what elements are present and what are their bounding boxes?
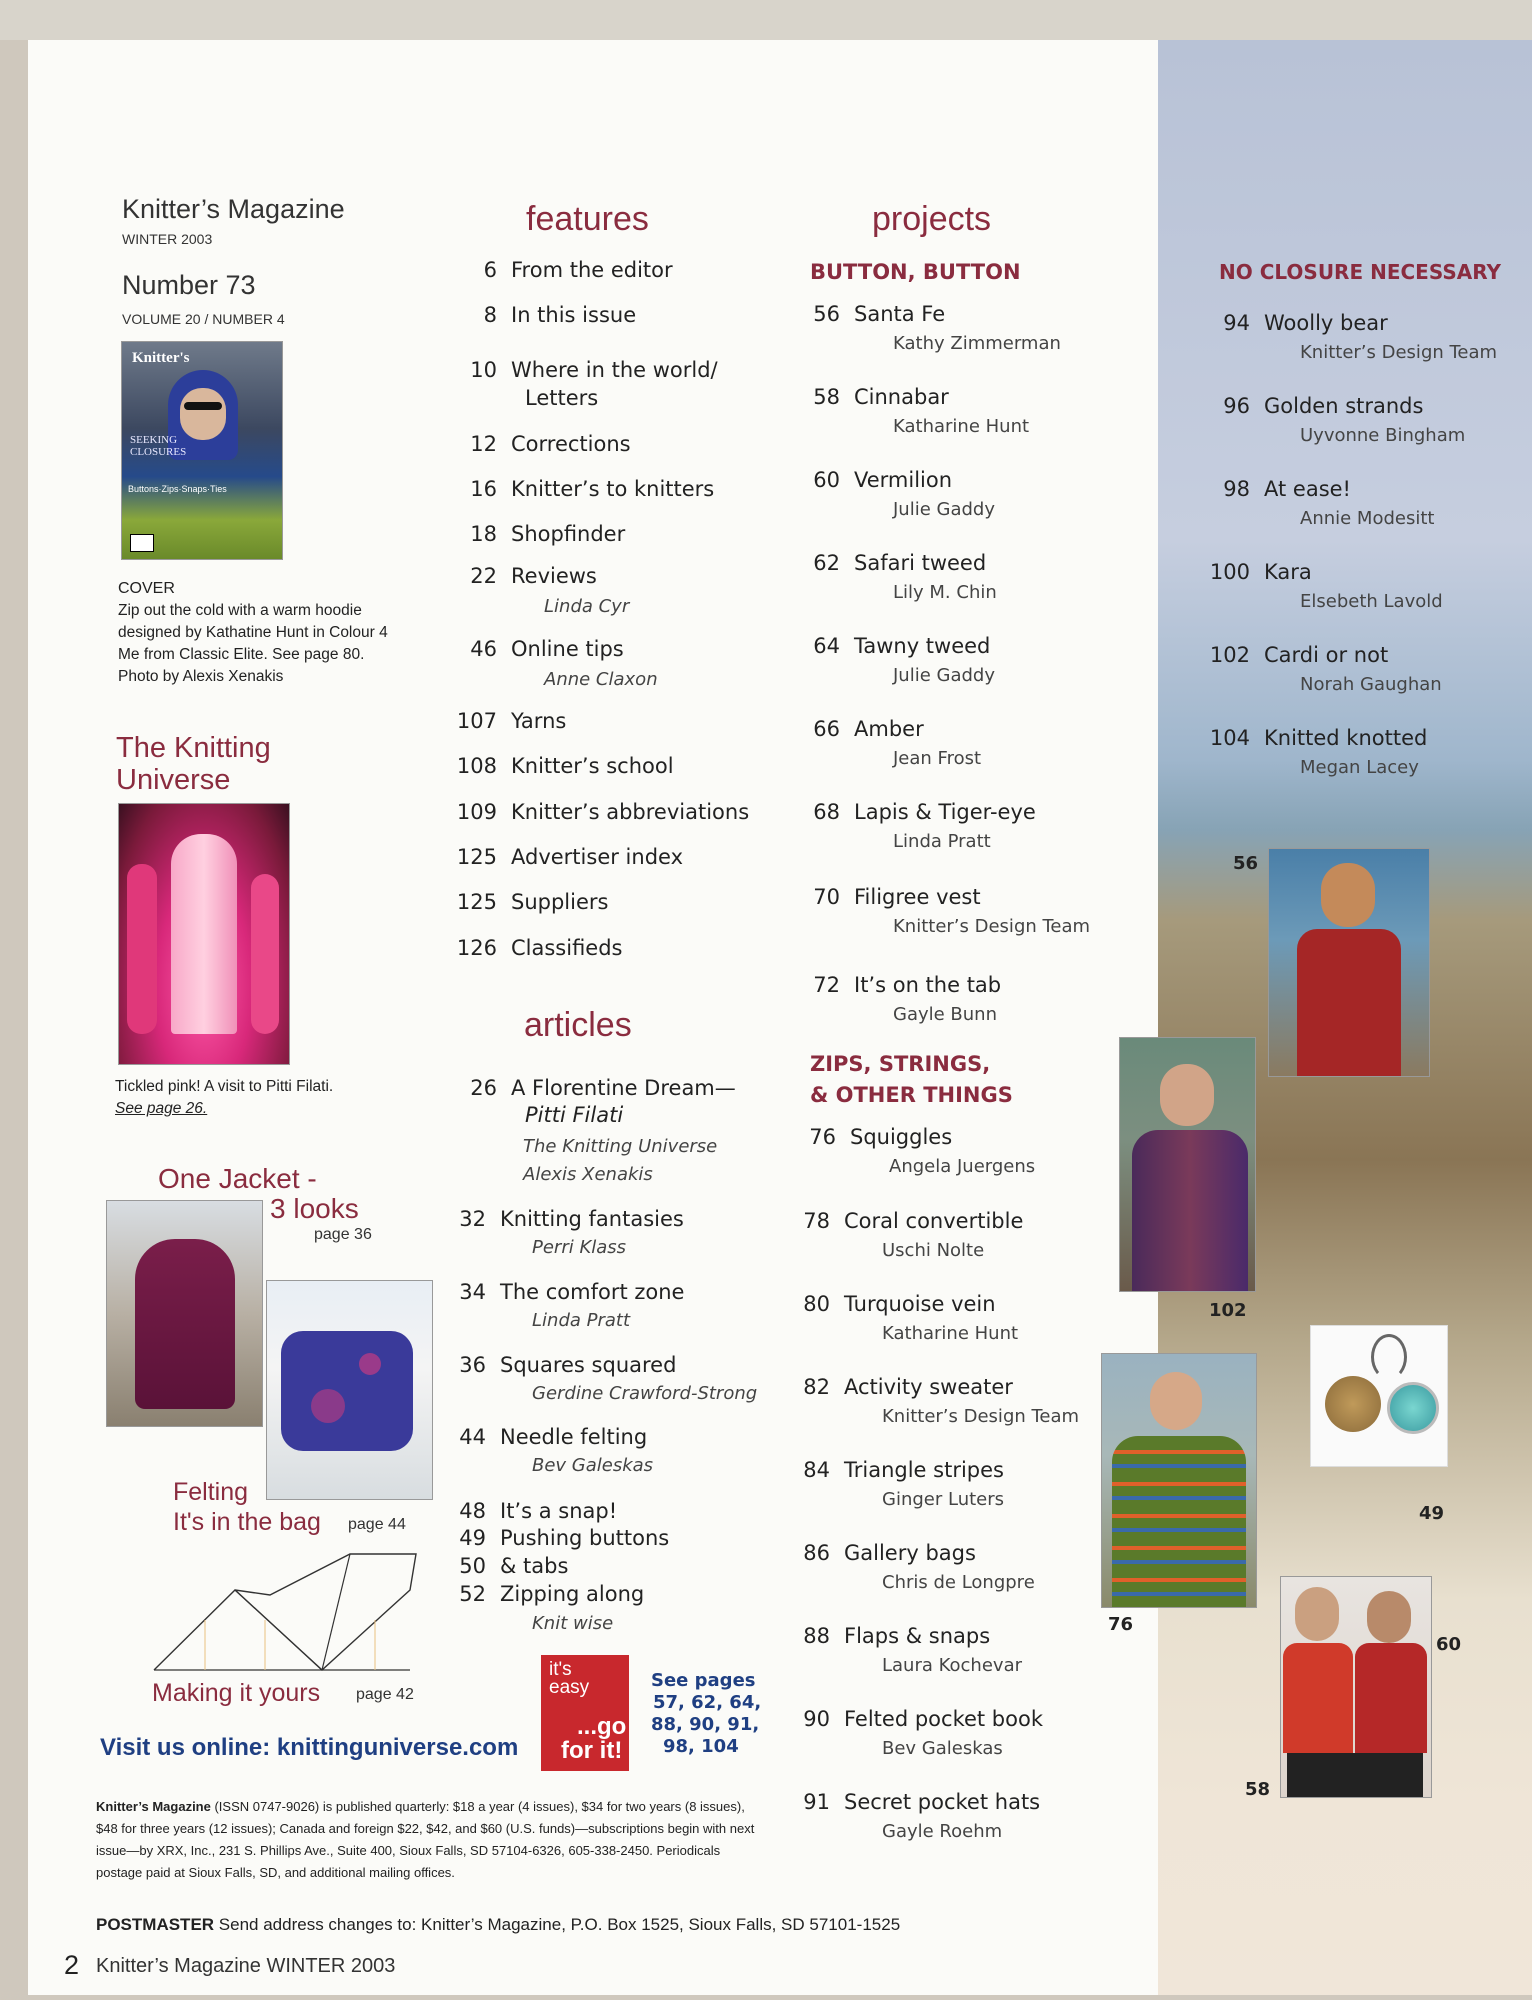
issue-season: WINTER 2003 [122, 231, 213, 247]
project-item[interactable]: 66 Amber [813, 717, 924, 741]
photo-number: 58 [1245, 1779, 1271, 1800]
project-item[interactable]: 68 Lapis & Tiger-eye [813, 800, 1036, 824]
feature-item[interactable]: 109 Knitter’s abbreviations [456, 800, 750, 824]
one-jacket-page: page 36 [314, 1226, 372, 1243]
project-item[interactable]: 98 At ease! [1223, 477, 1351, 501]
project-item[interactable]: 76 Squiggles [809, 1125, 953, 1149]
bag-dot-1 [311, 1389, 345, 1423]
making-it-yours-diagram [150, 1550, 420, 1680]
project-author: Katharine Hunt [893, 416, 1030, 437]
vermilion-cinnabar-photo [1280, 1576, 1432, 1798]
cover-subline: Buttons·Zips·Snaps·Ties [128, 484, 227, 494]
cover-caption: Zip out the cold with a warm hoodie designed by Kathatine Hunt in Colour 4 Me from Classic Elite. See page 80. Photo by Alexis Xenakis [118, 602, 388, 685]
category-no-closure: NO CLOSURE NECESSARY [1219, 260, 1502, 284]
project-author: Knitter’s Design Team [893, 916, 1091, 937]
cover-logo: Knitter's [132, 350, 190, 366]
feature-item[interactable]: 18 Shopfinder [470, 522, 626, 546]
model-head [1295, 1587, 1339, 1641]
features-heading: features [526, 200, 649, 238]
jacket-photo [106, 1200, 263, 1427]
projects-heading: projects [872, 200, 992, 238]
article-item-line2: Pitti Filati [525, 1103, 624, 1127]
feature-item[interactable]: 126 Classifieds [456, 936, 623, 960]
feature-item[interactable]: 10 Where in the world/ [470, 358, 718, 382]
article-item[interactable]: 36 Squares squared [459, 1353, 677, 1377]
photo-number: 60 [1436, 1634, 1462, 1655]
felting-heading-1: Felting [173, 1478, 249, 1506]
project-author: Ginger Luters [882, 1489, 1005, 1510]
turquoise-clasp [1387, 1382, 1439, 1434]
squiggle-sweater [1112, 1436, 1246, 1607]
model-head [1367, 1591, 1411, 1643]
cover-barcode [130, 534, 154, 552]
model-head [1160, 1064, 1214, 1126]
feature-item[interactable]: 125 Advertiser index [456, 845, 683, 869]
project-item[interactable]: 100 Kara [1209, 560, 1312, 584]
one-jacket-heading-1: One Jacket - [158, 1163, 317, 1194]
model-head [1150, 1372, 1202, 1430]
knitting-universe-heading-2: Universe [116, 764, 231, 796]
button-clasp [1325, 1376, 1381, 1432]
feature-item[interactable]: 46 Online tips [470, 637, 624, 661]
pitti-caption-line2: See page 26. [115, 1100, 208, 1117]
red-vest [1297, 929, 1401, 1076]
project-author: Laura Kochevar [882, 1655, 1023, 1676]
one-jacket-heading-2: 3 looks [270, 1193, 359, 1224]
pink-gown-figure [171, 834, 237, 1034]
feature-item[interactable]: 12 Corrections [470, 432, 631, 456]
photo-number: 49 [1419, 1503, 1445, 1524]
issue-number: Number 73 [122, 270, 256, 300]
red-top-left [1283, 1643, 1353, 1753]
purple-jacket [135, 1239, 235, 1409]
knitwise-item[interactable]: 48 It’s a snap! [459, 1499, 618, 1523]
article-author: Bev Galeskas [532, 1455, 654, 1476]
feature-item[interactable]: 108 Knitter’s school [456, 754, 674, 778]
project-author: Julie Gaddy [893, 499, 995, 520]
photo-number: 56 [1233, 853, 1259, 874]
magazine-title: Knitter’s Magazine [122, 194, 345, 224]
bag-dot-2 [359, 1353, 381, 1375]
making-it-yours-heading: Making it yours [152, 1679, 321, 1707]
project-author: Gayle Roehm [882, 1821, 1003, 1842]
project-item[interactable]: 94 Woolly bear [1223, 311, 1388, 335]
category-zips-strings-2: & OTHER THINGS [810, 1083, 1013, 1107]
article-item[interactable]: 44 Needle felting [459, 1425, 648, 1449]
article-subtitle: The Knitting Universe [523, 1136, 718, 1157]
project-item[interactable]: 62 Safari tweed [813, 551, 987, 575]
article-author: Perri Klass [532, 1237, 627, 1258]
felted-bag [281, 1331, 413, 1451]
article-item[interactable]: 34 The comfort zone [459, 1280, 685, 1304]
cover-face [180, 388, 226, 440]
knitwise-label: Knit wise [532, 1613, 614, 1634]
project-author: Annie Modesitt [1300, 508, 1435, 529]
project-item[interactable]: 70 Filigree vest [813, 885, 981, 909]
project-author: Linda Pratt [893, 831, 991, 852]
project-item[interactable]: 56 Santa Fe [813, 302, 946, 326]
project-author: Lily M. Chin [893, 582, 997, 603]
page-number: 2 [64, 1950, 80, 1980]
project-item[interactable]: 90 Felted pocket book [803, 1707, 1043, 1731]
publishing-info: Knitter’s Magazine (ISSN 0747-9026) is published quarterly: $18 a year (4 issues), $34 for two years (8 issues), $48 for three years (12 issues); Canada and foreign $22, $42, and $60 (U.S. funds)—subscriptions begin with next issue—by XRX, Inc., 231 S. Phillips Ave., Suite 400, Sioux Falls, SD 57104-6326, 605-338-2450. Periodicals postage paid at Sioux Falls, SD, and additional mailing offices. [96, 1799, 755, 1880]
project-item[interactable]: 96 Golden strands [1223, 394, 1424, 418]
cover-headline: SEEKING CLOSURES [130, 434, 187, 458]
cover-sunglasses [184, 402, 222, 410]
feature-item[interactable]: 125 Suppliers [456, 890, 609, 914]
feature-item[interactable]: 8 In this issue [483, 303, 637, 327]
striped-cardigan [1132, 1130, 1248, 1291]
category-button-button: BUTTON, BUTTON [810, 260, 1021, 284]
felting-heading-2: It's in the bag [173, 1508, 321, 1536]
project-item[interactable]: 72 It’s on the tab [813, 973, 1002, 997]
black-pants [1287, 1753, 1423, 1797]
its-easy-badge: it's easy ...go for it! [541, 1655, 629, 1771]
photo-number: 102 [1209, 1300, 1247, 1321]
project-author: Kathy Zimmerman [893, 333, 1061, 354]
see-pages-note: See pages 57, 62, 64, 88, 90, 91, 98, 104 [651, 1670, 762, 1757]
santa-fe-photo [1268, 848, 1430, 1077]
project-item[interactable]: 91 Secret pocket hats [803, 1790, 1041, 1814]
project-item[interactable]: 88 Flaps & snaps [803, 1624, 991, 1648]
volume-number: VOLUME 20 / NUMBER 4 [122, 311, 285, 327]
postmaster-notice: POSTMASTER Send address changes to: Knitter’s Magazine, P.O. Box 1525, Sioux Falls, SD 57101-1525 [96, 1915, 901, 1934]
feature-author: Linda Cyr [544, 596, 630, 617]
project-item[interactable]: 84 Triangle stripes [803, 1458, 1004, 1482]
project-author: Norah Gaughan [1300, 674, 1442, 695]
project-item[interactable]: 80 Turquoise vein [803, 1292, 996, 1316]
project-author: Jean Frost [893, 748, 982, 769]
knitwise-item[interactable]: 49 Pushing buttons [459, 1526, 670, 1550]
project-author: Angela Juergens [889, 1156, 1036, 1177]
knitwise-item[interactable]: 50 & tabs [459, 1554, 569, 1578]
red-cardigan-right [1355, 1643, 1427, 1753]
project-author: Uschi Nolte [882, 1240, 985, 1261]
feature-item-line2: Letters [525, 386, 599, 410]
project-item[interactable]: 86 Gallery bags [803, 1541, 976, 1565]
project-author: Katharine Hunt [882, 1323, 1019, 1344]
project-item[interactable]: 78 Coral convertible [803, 1209, 1024, 1233]
project-item[interactable]: 64 Tawny tweed [813, 634, 991, 658]
pink-figure-left [127, 864, 157, 1034]
scan-top-edge [0, 0, 1532, 40]
project-author: Elsebeth Lavold [1300, 591, 1443, 612]
knitwise-item[interactable]: 52 Zipping along [459, 1582, 645, 1606]
project-item[interactable]: 82 Activity sweater [803, 1375, 1013, 1399]
feature-item[interactable]: 16 Knitter’s to knitters [470, 477, 715, 501]
article-item[interactable]: 26 A Florentine Dream— [470, 1076, 736, 1100]
article-author: Linda Pratt [532, 1310, 631, 1331]
project-author: Gayle Bunn [893, 1004, 998, 1025]
project-author: Uyvonne Bingham [1300, 425, 1466, 446]
felted-bag-photo [266, 1280, 433, 1500]
cardi-photo [1119, 1037, 1256, 1292]
making-it-yours-page: page 42 [356, 1686, 414, 1703]
project-author: Megan Lacey [1300, 757, 1419, 778]
footer-title: Knitter’s Magazine WINTER 2003 [96, 1955, 396, 1977]
project-item[interactable]: 104 Knitted knotted [1209, 726, 1428, 750]
article-item[interactable]: 32 Knitting fantasies [459, 1207, 684, 1231]
articles-heading: articles [524, 1006, 632, 1044]
pitti-filati-photo [118, 803, 290, 1065]
project-author: Knitter’s Design Team [1300, 342, 1498, 363]
article-author: Alexis Xenakis [523, 1164, 653, 1185]
project-item[interactable]: 58 Cinnabar [813, 385, 949, 409]
project-author: Julie Gaddy [893, 665, 995, 686]
knitting-universe-heading-1: The Knitting [116, 732, 271, 764]
category-zips-strings-1: ZIPS, STRINGS, [810, 1052, 991, 1076]
cover-thumbnail [121, 341, 283, 560]
project-author: Bev Galeskas [882, 1738, 1003, 1759]
visit-online-link[interactable]: Visit us online: knittinguniverse.com [100, 1734, 519, 1761]
activity-sweater-photo [1101, 1353, 1257, 1608]
project-item[interactable]: 102 Cardi or not [1209, 643, 1389, 667]
cover-label: COVER [118, 580, 175, 597]
project-item[interactable]: 60 Vermilion [813, 468, 953, 492]
model-head [1321, 863, 1375, 927]
project-author: Knitter’s Design Team [882, 1406, 1080, 1427]
feature-item[interactable]: 107 Yarns [456, 709, 567, 733]
clasp-hook [1371, 1334, 1407, 1380]
photo-number: 76 [1108, 1614, 1134, 1635]
feature-item[interactable]: 22 Reviews [470, 564, 597, 588]
pitti-caption-line1: Tickled pink! A visit to Pitti Filati. [115, 1078, 334, 1095]
feature-author: Anne Claxon [544, 669, 658, 690]
felting-page: page 44 [348, 1516, 406, 1533]
feature-item[interactable]: 6 From the editor [483, 258, 673, 282]
project-author: Chris de Longpre [882, 1572, 1035, 1593]
clasp-photo [1310, 1325, 1448, 1467]
pink-figure-right [251, 874, 279, 1034]
article-author: Gerdine Crawford-Strong [532, 1383, 758, 1404]
